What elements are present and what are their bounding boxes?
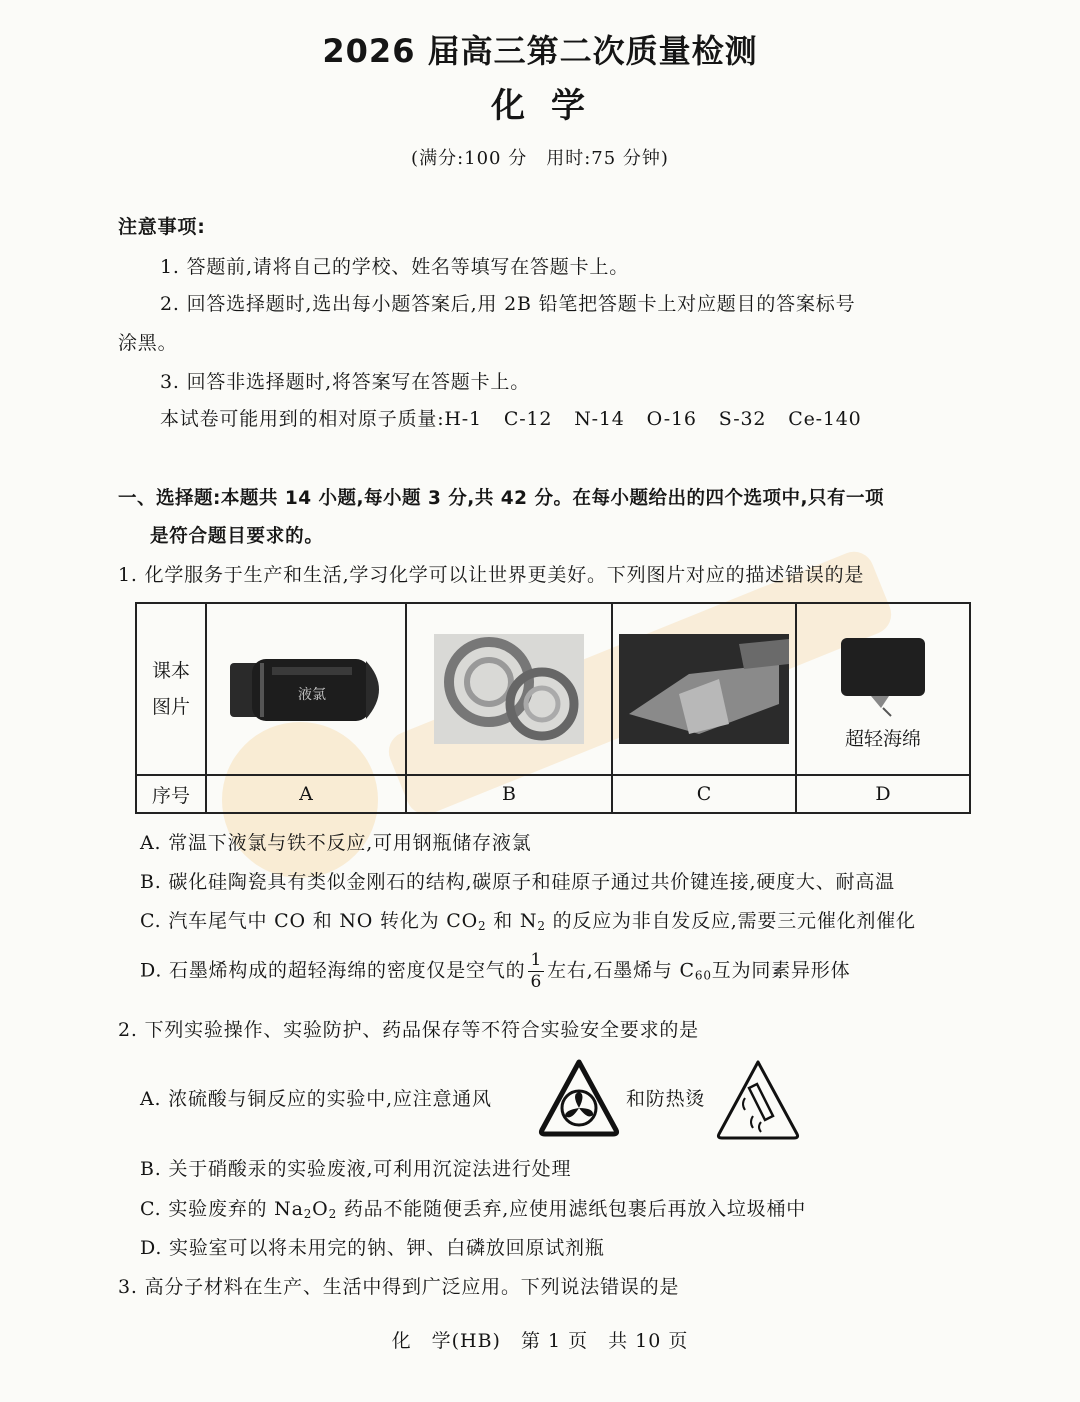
q2c-sub-1: 2 [303, 1207, 313, 1221]
q1c-sub-1: 2 [477, 919, 487, 933]
hot-surface-icon [715, 1058, 801, 1142]
chlorine-cylinder-image [216, 641, 396, 737]
fraction-numerator: 1 [530, 950, 543, 970]
subject-title: 化学 [491, 86, 611, 126]
q2-option-a-text: A. 浓硫酸与铜反应的实验中,应注意通风 [140, 1088, 492, 1110]
atomic-mass-s: S-32 [718, 408, 767, 430]
q2-option-c [140, 1200, 806, 1220]
notice-item-1: 1. 答题前,请将自己的学校、姓名等填写在答题卡上。 [160, 256, 630, 278]
q2-option-b: B. 关于硝酸汞的实验废液,可利用沉淀法进行处理 [140, 1158, 572, 1180]
q1-option-a: A. 常温下液氯与铁不反应,可用钢瓶储存液氯 [140, 832, 532, 854]
q1d-sub: 60 [694, 968, 712, 983]
atomic-mass-o: O-16 [646, 408, 697, 430]
q1c-text-2: 和 N [486, 910, 538, 932]
cylinder-label: 液氯 [298, 687, 326, 703]
q1c-text-1: C. 汽车尾气中 CO 和 NO 转化为 CO [140, 910, 478, 932]
q1-option-d [140, 952, 850, 991]
image-cell-b [406, 603, 612, 775]
ventilation-icon [538, 1058, 620, 1138]
q1d-text-3: 互为同素异形体 [711, 959, 851, 982]
bearing-image [434, 634, 584, 744]
notice-heading: 注意事项: [118, 216, 206, 238]
q2-option-d: D. 实验室可以将未用完的钠、钾、白磷放回原试剂瓶 [140, 1237, 605, 1259]
image-cell-a [206, 603, 406, 775]
graphene-sponge-image [833, 628, 933, 718]
q2c-text-2: O [312, 1198, 329, 1220]
q1c-sub-2: 2 [537, 919, 546, 933]
atomic-mass-ce: Ce-140 [788, 408, 862, 430]
atomic-mass-n: N-14 [574, 408, 625, 430]
q3-stem: 3. 高分子材料在生产、生活中得到广泛应用。下列说法错误的是 [118, 1276, 680, 1298]
q1c-text-3: 的反应为非自发反应,需要三元催化剂催化 [545, 910, 916, 932]
q2c-text-3: 药品不能随便丢弃,应使用滤纸包裹后再放入垃圾桶中 [337, 1198, 807, 1220]
catalytic-converter-image [619, 634, 789, 744]
section1-heading-cont: 是符合题目要求的。 [150, 526, 324, 547]
section1-heading: 一、选择题:本题共 14 小题,每小题 3 分,共 42 分。在每小题给出的四个选项中,只有一项 [118, 488, 884, 509]
q1-stem: 1. 化学服务于生产和生活,学习化学可以让世界更美好。下列图片对应的描述错误的是 [118, 564, 865, 586]
q2c-sub-2: 2 [328, 1207, 337, 1221]
q1-option-b: B. 碳化硅陶瓷具有类似金刚石的结构,碳原子和硅原子通过共价键连接,硬度大、耐高温 [140, 871, 895, 893]
label-a: A [206, 775, 406, 813]
header-line-1: 课本 [151, 659, 190, 682]
image-cell-d [796, 603, 970, 775]
label-b: B [406, 775, 612, 813]
notice-item-2: 2. 回答选择题时,选出每小题答案后,用 2B 铅笔把答题卡上对应题目的答案标号 [160, 293, 856, 315]
exam-title: 2026 届高三第二次质量检测 [322, 32, 758, 70]
d-caption: 超轻海绵 [844, 727, 921, 750]
page-footer: 化 学(HB) 第 1 页 共 10 页 [391, 1330, 689, 1352]
table-header-images [136, 603, 206, 775]
atomic-mass-h: H-1 [444, 408, 482, 430]
label-c: C [612, 775, 796, 813]
atomic-mass-line [160, 410, 884, 429]
fraction-one-sixth [528, 952, 544, 991]
q1-image-table [135, 602, 971, 814]
q2-option-a-text-2: 和防热烫 [626, 1088, 706, 1110]
atomic-mass-c: C-12 [503, 408, 553, 430]
table-header-number: 序号 [136, 775, 206, 813]
notice-item-2-cont: 涂黑。 [118, 332, 178, 354]
image-cell-c [612, 603, 796, 775]
label-d: D [796, 775, 970, 813]
atomic-mass-label: 本试卷可能用到的相对原子质量: [160, 408, 445, 430]
exam-meta: (满分:100 分 用时:75 分钟) [411, 148, 669, 169]
q1d-text-1: D. 石墨烯构成的超轻海绵的密度仅是空气的 [140, 959, 526, 982]
q1d-text-2: 左右,石墨烯与 C [547, 959, 695, 982]
q1-option-c [140, 912, 916, 932]
fraction-denominator: 6 [530, 972, 543, 992]
q2-stem: 2. 下列实验操作、实验防护、药品保存等不符合实验安全要求的是 [118, 1019, 699, 1041]
header-line-2: 图片 [151, 696, 190, 718]
notice-item-3: 3. 回答非选择题时,将答案写在答题卡上。 [160, 371, 531, 393]
q2c-text-1: C. 实验废弃的 Na [140, 1198, 304, 1220]
